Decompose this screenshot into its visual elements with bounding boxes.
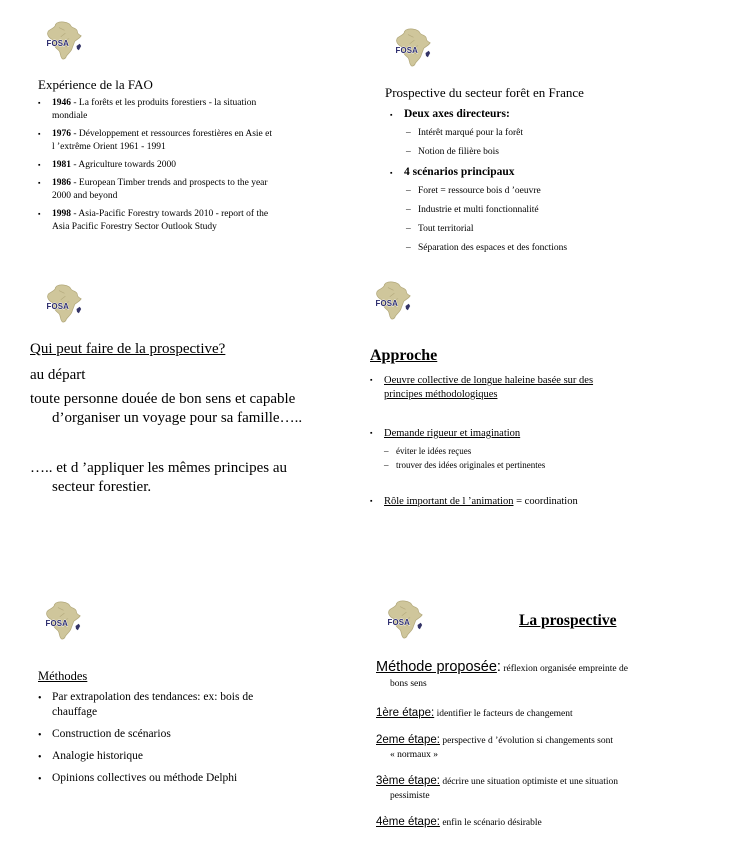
slide-experience-fao <box>0 0 368 278</box>
fosa-logo <box>395 27 432 68</box>
dash-bullet-icon: – <box>406 186 411 196</box>
list-item: ▪ 1986 - European Timber trends and prospects to the year 2000 and beyond <box>38 178 268 201</box>
dot-bullet-icon: • <box>38 752 42 763</box>
fosa-logo <box>387 599 424 640</box>
slide3-paragraph: toute personne douée de bon sens et capable d’organiser un voyage pour sa famille….. <box>30 391 303 426</box>
dash-bullet-icon: – <box>406 205 411 215</box>
slide5-content <box>38 668 344 793</box>
list-item: ▪ 1946 - La forêts et les produits forestiers - la situation mondiale <box>38 98 257 121</box>
step-paragraph: 2eme étape: perspective d ’évolution si changements sont « normaux » <box>376 734 614 760</box>
list-item: ▪ Deux axes directeurs: <box>390 108 510 120</box>
list-item: ▪ Oeuvre collective de longue haleine basée sur des principes méthodologiques <box>370 375 594 400</box>
list-item: ▪ Rôle important de l ’animation = coordination <box>370 496 578 507</box>
sub-list-item: – Notion de filière bois <box>406 147 499 157</box>
africa-map-icon <box>45 600 82 641</box>
slide-methodes <box>0 598 368 828</box>
slide-qui-peut-faire <box>0 280 368 550</box>
slide1-bullet-list <box>38 97 340 239</box>
slide3-line: au départ <box>30 367 86 383</box>
slide2-title: Prospective du secteur forêt en France <box>385 85 584 100</box>
africa-map-icon <box>387 599 424 640</box>
africa-map-icon <box>46 283 83 324</box>
dot-bullet-icon: • <box>38 730 42 741</box>
africa-map-icon <box>46 20 83 61</box>
list-item: • Opinions collectives ou méthode Delphi <box>38 772 238 785</box>
sub-list-item: – Séparation des espaces et des fonctions <box>406 243 568 253</box>
slide6-title: La prospective <box>519 612 617 629</box>
step-paragraph: 3ème étape: décrire une situation optimiste et une situation pessimiste <box>376 775 619 801</box>
sub-list-item: – éviter le idées reçues <box>384 446 472 456</box>
square-bullet-icon: ▪ <box>38 99 41 107</box>
step-paragraph: 4ème étape: enfin le scénario désirable <box>376 816 542 828</box>
svg-text:FOSA: FOSA <box>375 299 399 309</box>
dash-bullet-icon: – <box>406 147 411 157</box>
dash-bullet-icon: – <box>406 243 411 253</box>
svg-text:FOSA: FOSA <box>387 618 411 628</box>
list-item: ▪ 1976 - Développement et ressources forestières en Asie et l ’extrême Orient 1961 - 1991 <box>38 129 273 152</box>
square-bullet-icon: ▪ <box>38 161 41 169</box>
square-bullet-icon: ▪ <box>370 429 373 437</box>
dot-bullet-icon: • <box>38 693 42 704</box>
list-item: • Construction de scénarios <box>38 728 171 741</box>
dash-bullet-icon: – <box>406 224 411 234</box>
sub-list-item: – Industrie et multi fonctionnalité <box>406 205 539 215</box>
svg-text:FOSA: FOSA <box>46 39 70 49</box>
sub-list-item: – Foret = ressource bois d ’oeuvre <box>406 186 541 196</box>
sub-list-item: – trouver des idées originales et pertinentes <box>384 460 546 470</box>
slide4-content <box>370 346 686 509</box>
slide2-bullet-list <box>390 107 724 261</box>
africa-map-icon <box>375 280 412 321</box>
list-item: • Analogie historique <box>38 750 144 763</box>
slide3-title: Qui peut faire de la prospective? <box>30 341 226 357</box>
slide3-content <box>30 340 362 497</box>
slide3-paragraph: ….. et d ’appliquer les mêmes principes au secteur forestier. <box>30 460 288 495</box>
fosa-logo <box>375 280 412 321</box>
list-item: ▪ 4 scénarios principaux <box>390 166 515 178</box>
square-bullet-icon: ▪ <box>370 497 373 505</box>
list-item: ▪ Demande rigueur et imagination <box>370 428 521 439</box>
svg-text:FOSA: FOSA <box>45 619 69 629</box>
svg-text:FOSA: FOSA <box>46 302 70 312</box>
dash-bullet-icon: – <box>406 128 411 138</box>
slide4-title: Approche <box>370 347 438 364</box>
dash-bullet-icon: – <box>384 460 389 470</box>
square-bullet-icon: ▪ <box>38 130 41 138</box>
fosa-logo <box>46 20 83 61</box>
method-proposed-paragraph: Méthode proposée: réflexion organisée empreinte de bons sens <box>376 659 628 689</box>
slide1-title: Expérience de la FAO <box>38 77 153 92</box>
slide6-content <box>376 658 730 840</box>
slide-approche <box>368 278 737 550</box>
square-bullet-icon: ▪ <box>38 179 41 187</box>
square-bullet-icon: ▪ <box>370 376 373 384</box>
list-item: • Par extrapolation des tendances: ex: bois de chauffage <box>38 691 254 718</box>
square-bullet-icon: ▪ <box>390 169 393 177</box>
sub-list-item: – Intérêt marqué pour la forêt <box>406 128 523 138</box>
svg-text:FOSA: FOSA <box>395 46 419 56</box>
list-item: ▪ 1981 - Agriculture towards 2000 <box>38 160 177 170</box>
slide-prospective-france <box>368 0 737 278</box>
dot-bullet-icon: • <box>38 774 42 785</box>
spacer <box>30 428 362 459</box>
square-bullet-icon: ▪ <box>390 111 393 119</box>
africa-map-icon <box>395 27 432 68</box>
slide-la-prospective <box>368 597 737 847</box>
square-bullet-icon: ▪ <box>38 210 41 218</box>
list-item: ▪ 1998 - Asia-Pacific Forestry towards 2010 - report of the Asia Pacific Forestry Sector Outlook Study <box>38 209 269 232</box>
fosa-logo <box>46 283 83 324</box>
sub-list-item: – Tout territorial <box>406 224 474 234</box>
dash-bullet-icon: – <box>384 446 389 456</box>
step-paragraph: 1ère étape: identifier le facteurs de changement <box>376 707 573 719</box>
fosa-logo <box>45 600 82 641</box>
slide5-title: Méthodes <box>38 669 88 683</box>
